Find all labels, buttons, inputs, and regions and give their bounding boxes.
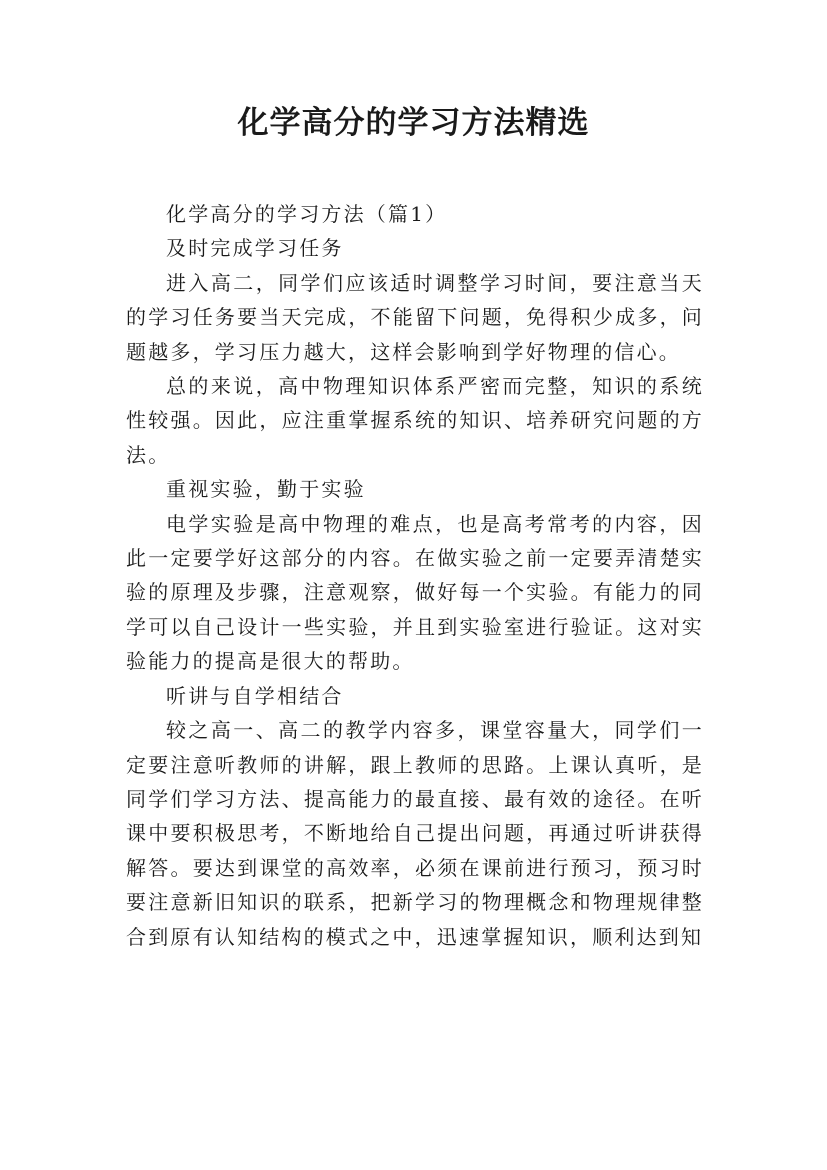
subheading-complete-tasks: 及时完成学习任务: [166, 236, 344, 261]
document-body: [126, 197, 704, 954]
subheading-experiments: 重视实验，勤于实验: [166, 477, 366, 502]
body-paragraph: 总的来说，高中物理知识体系严密而完整，知识的系统性较强。因此，应注重掌握系统的知识、培养研究问题的方法。: [126, 374, 704, 467]
subheading-listen-and-self-study: 听讲与自学相结合: [166, 683, 344, 708]
body-paragraph: 较之高一、高二的教学内容多，课堂容量大，同学们一定要注意听教师的讲解，跟上教师的思路。上课认真听，是同学们学习方法、提高能力的最直接、最有效的途径。在听课中要积极思考，不断地给自己提出问题，再通过听讲获得解答。要达到课堂的高效率，必须在课前进行预习，预习时要注意新旧知识的联系，把新学习的物理概念和物理规律整合到原有认知结构的模式之中，迅速掌握知识，顺利达到知: [126, 718, 704, 949]
document-title: 化学高分的学习方法精选: [237, 105, 590, 141]
body-paragraph: 进入高二，同学们应该适时调整学习时间，要注意当天的学习任务要当天完成，不能留下问题，免得积少成多，问题越多，学习压力越大，这样会影响到学好物理的信心。: [126, 270, 704, 364]
section-heading-part-1: 化学高分的学习方法（篇1）: [166, 202, 448, 226]
body-paragraph: 电学实验是高中物理的难点，也是高考常考的内容，因此一定要学好这部分的内容。在做实验之前一定要弄清楚实验的原理及步骤，注意观察，做好每一个实验。有能力的同学可以自己设计一些实验，并且到实验室进行验证。这对实验能力的提高是很大的帮助。: [126, 511, 704, 674]
